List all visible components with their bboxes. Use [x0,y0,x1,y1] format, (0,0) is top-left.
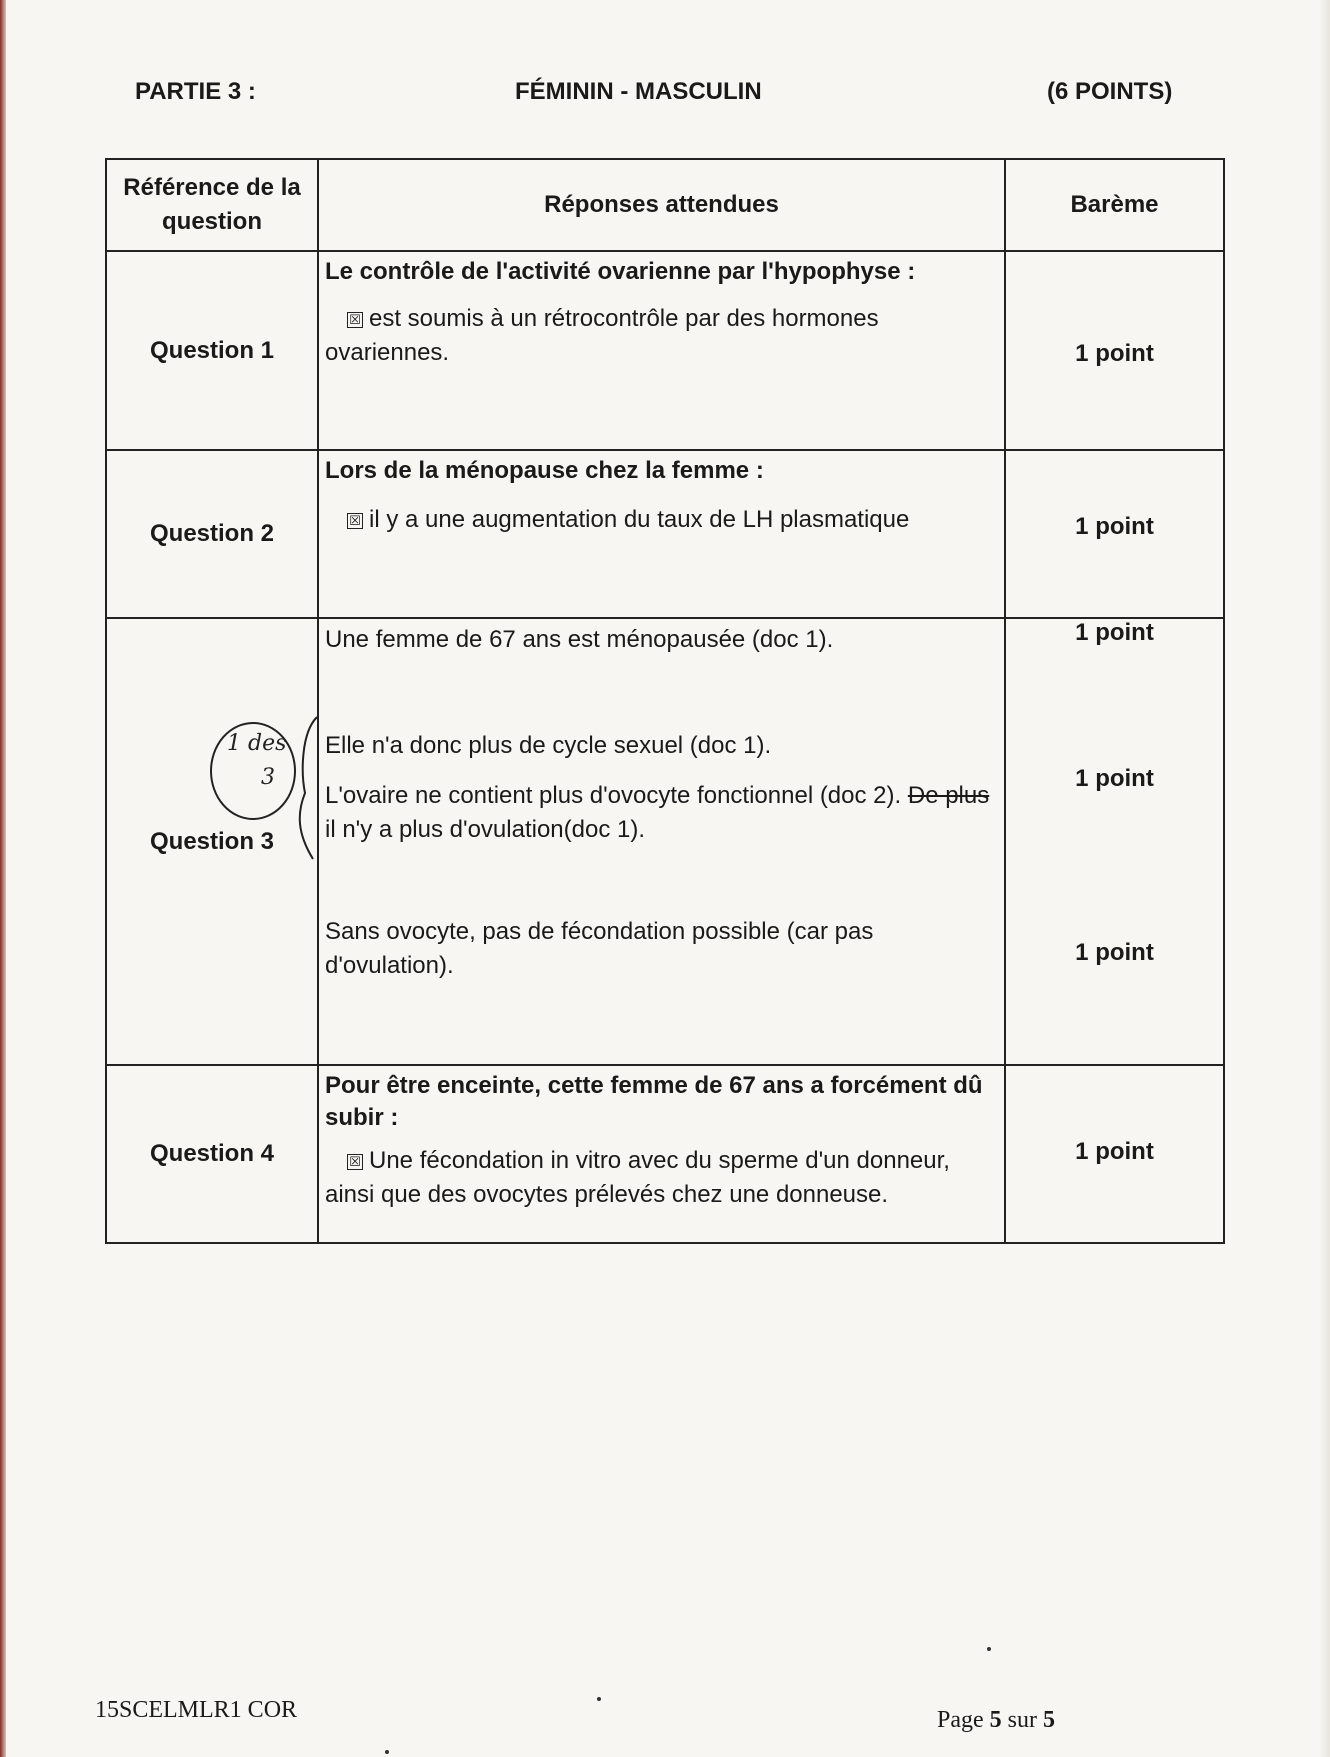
table-row [107,1066,1223,1242]
answer-text: ☒ est soumis à un rétrocontrôle par des hormones ovariennes. [325,305,879,366]
col-answers-header: Réponses attendues [319,160,1006,250]
answer-cell [319,451,1006,617]
score-cell [1006,619,1223,1064]
question-heading: Pour être enceinte, cette femme de 67 ans a forcément dû subir : [325,1072,983,1131]
score-cell [1006,1066,1223,1242]
table-row [107,451,1223,619]
struck-text: De plus [907,782,990,809]
question-ref: Question 4 [107,1066,319,1242]
answer-line: Sans ovocyte, pas de fécondation possible (car pas d'ovulation). [325,918,874,979]
scan-edge [0,0,6,1757]
scan-speck [597,1697,601,1701]
annotation-text: 3 [261,765,275,790]
scan-speck [987,1647,991,1651]
answer-line: L'ovaire ne contient plus d'ovocyte fonctionnel (doc 2). De plus il n'y a plus d'ovulation(doc 1). [325,782,990,843]
question-ref: Question 1 [107,252,319,449]
score-cell [1006,252,1223,449]
table-row [107,252,1223,451]
answer-line: Une femme de 67 ans est ménopausée (doc 1). [325,626,834,653]
score: 1 point [1075,1138,1154,1165]
answer-text: ☒ Une fécondation in vitro avec du sperme d'un donneur, ainsi que des ovocytes prélevés chez une donneuse. [325,1147,950,1208]
score: 1 point [1075,619,1154,646]
answer-cell [319,252,1006,449]
col-score-header: Barème [1070,191,1159,218]
checked-box-icon: ☒ [347,513,363,529]
answer-line: Elle n'a donc plus de cycle sexuel (doc 1). [325,732,772,759]
col-ref-header: Référence de la question [107,160,319,250]
answer-cell [319,1066,1006,1242]
score: 1 point [1075,340,1154,367]
answer-cell [319,619,1006,1064]
answer-table [105,158,1225,1244]
document-code: 15SCELMLR1 COR [95,1697,298,1723]
score-cell [1006,451,1223,617]
score: 1 point [1075,765,1154,792]
scan-speck [385,1750,389,1754]
part-label: PARTIE 3 : [135,78,256,105]
scan-edge [1320,0,1330,1757]
question-heading: Lors de la ménopause chez la femme : [325,457,764,484]
checked-box-icon: ☒ [347,1154,363,1170]
question-ref: Question 3 [107,619,319,1064]
score: 1 point [1075,939,1154,966]
table-header-row [107,160,1223,252]
page-number: Page 5 sur 5 [937,1707,1055,1733]
handwritten-annotation [205,713,335,863]
total-points: (6 POINTS) [1047,78,1173,105]
answer-text: ☒ il y a une augmentation du taux de LH plasmatique [325,503,998,537]
annotation-text: 1 des [227,731,287,756]
page-title: FÉMININ - MASCULIN [515,78,762,105]
score: 1 point [1075,513,1154,540]
checked-box-icon: ☒ [347,312,363,328]
question-heading: Le contrôle de l'activité ovarienne par l'hypophyse : [325,258,916,285]
question-ref: Question 2 [107,451,319,617]
